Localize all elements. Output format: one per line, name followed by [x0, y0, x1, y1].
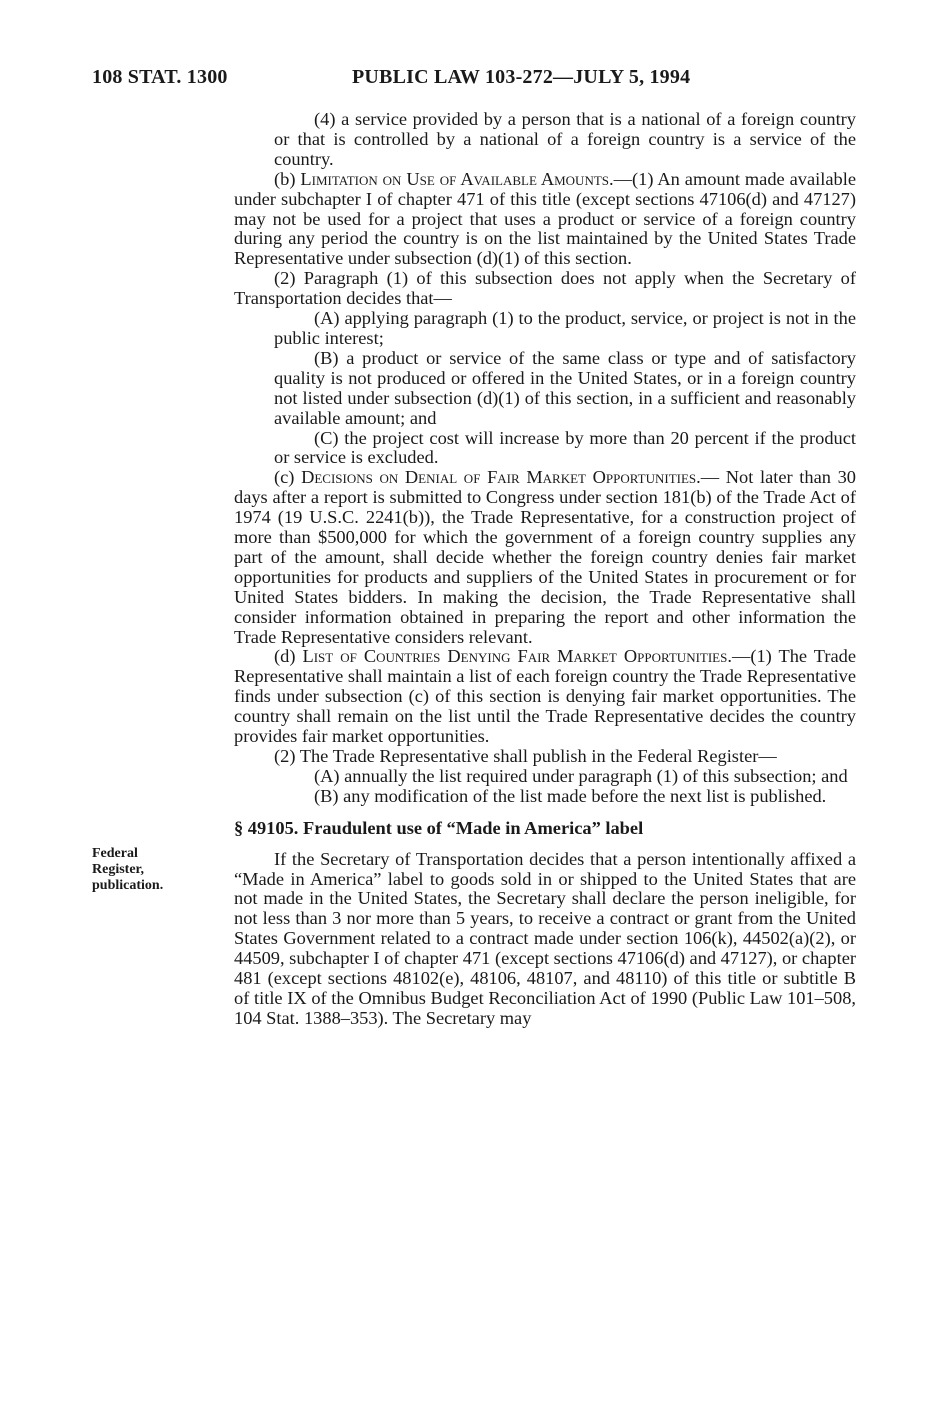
section-paragraph: If the Secretary of Transportation decides that a person intentionally affixed a “Made in America” label to goods sold in or shipped to the United States that are not made in the United States, the Secretary shall declare the person ineligible, for not less than 3 nor more than 5 years, to receive a contract or grant from the United States Government related to a contract made under section 106(k), 44502(a)(2), or 44509, subchapter I of chapter 471 (except sections 47106(d) and 47127), or chapter 481 (except sections 48102(e), 48106, 48107, and 48110) of this title or subtitle B of title IX of the Omnibus Budget Reconciliation Act of 1990 (Public Law 101–508, 104 Stat. 1388–353). The Secretary may	[234, 848, 857, 1028]
page-reference: 108 STAT. 1300	[92, 66, 228, 88]
paragraph-d2B: (B) any modification of the list made before the next list is published.	[314, 785, 827, 806]
paragraph-d1	[234, 647, 856, 747]
paragraph-d-heading: List of Countries Denying Fair Market Opportunities.	[302, 646, 732, 667]
paragraph-b2: (2) Paragraph (1) of this subsection does not apply when the Secretary of Transportation decides that—	[234, 268, 856, 309]
running-title: PUBLIC LAW 103-272—JULY 5, 1994	[352, 66, 691, 88]
body-text	[234, 110, 856, 1029]
paragraph-b-label: (b)	[274, 168, 301, 189]
paragraph-a4: (4) a service provided by a person that is a national of a foreign country or that is controlled by a national of a foreign country is a service of the country.	[274, 109, 856, 169]
paragraph-c-label: (c)	[274, 467, 302, 488]
paragraph-d2A: (A) annually the list required under paragraph (1) of this subsection; and	[314, 765, 848, 786]
paragraph-c-heading: Decisions on Denial of Fair Market Opportunities.	[301, 467, 701, 488]
paragraph-d-label: (d)	[274, 646, 303, 667]
paragraph-b2B: (B) a product or service of the same class or type and of satisfactory quality is not produced or offered in the United States, or in a foreign country not listed under subsection (d)(1) of this section, in a sufficient and reasonably available amount; and	[274, 347, 856, 428]
paragraph-c-text: — Not later than 30 days after a report is submitted to Congress under section 181(b) of the Trade Act of 1974 (19 U.S.C. 2241(b)), the Trade Representative, for a construction project of more than $500,000 for which the government of a foreign country supplies any part of the amount, shall decide whether the foreign country denies fair market opportunities for products and suppliers of the United States in procurement or for United States bidders. In making the decision, the Trade Representative shall consider information obtained in preparing the report and other information the Trade Representative considers relevant.	[234, 467, 856, 647]
section-heading: § 49105. Fraudulent use of “Made in America” label	[234, 817, 644, 838]
paragraph-b2C: (C) the project cost will increase by more than 20 percent if the product or service is excluded.	[274, 427, 856, 468]
paragraph-c	[234, 468, 856, 647]
paragraph-b-heading: Limitation on Use of Available Amounts.	[300, 168, 614, 189]
margin-note: Federal Register, publication.	[92, 846, 164, 893]
paragraph-b-text: —(1) An amount made available under subchapter I of chapter 471 of this title (except sections 47106(d) and 47127) may not be used for a project that uses a product or service of a foreign country during any period the country is on the list maintained by the United States Trade Representative under subsection (d)(1) of this section.	[234, 168, 857, 269]
paragraph-b1	[234, 170, 856, 270]
paragraph-d2: (2) The Trade Representative shall publish in the Federal Register—	[274, 746, 777, 766]
paragraph-b2A: (A) applying paragraph (1) to the product, service, or project is not in the public interest;	[274, 308, 856, 348]
paragraph-d-text: —(1) The Trade Representative shall maintain a list of each foreign country the Trade Representative finds under subsection (c) of this section is denying fair market opportunities. The country shall remain on the list until the Trade Representative decides the country provides fair market opportunities.	[234, 646, 856, 747]
